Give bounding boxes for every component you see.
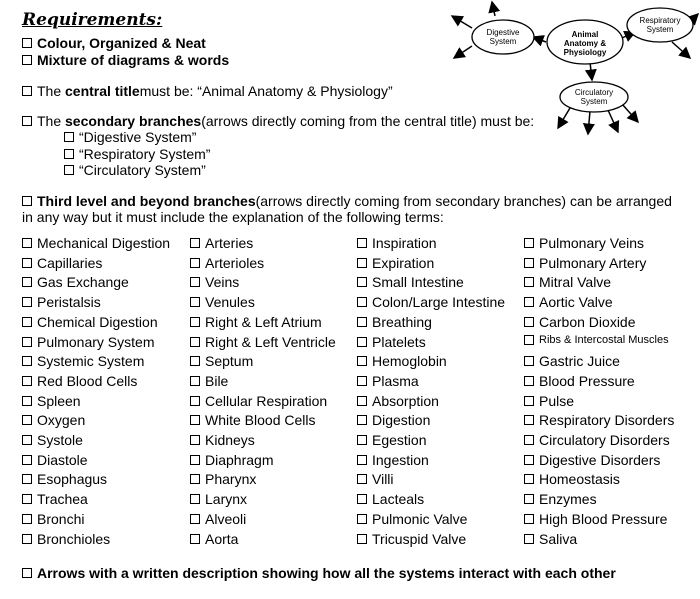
checkbox-icon[interactable] <box>190 317 200 327</box>
term-label: Pulmonary Veins <box>539 235 645 251</box>
checkbox-icon[interactable] <box>357 258 367 268</box>
term-item <box>524 334 669 346</box>
term-item <box>22 412 85 428</box>
term-label: Ribs & Intercostal Muscles <box>539 333 669 346</box>
term-label: Arteries <box>205 235 254 251</box>
term-item <box>524 412 674 428</box>
checkbox-icon[interactable] <box>22 474 32 484</box>
checkbox-icon[interactable] <box>190 396 200 406</box>
checkbox-icon[interactable] <box>190 376 200 386</box>
checkbox-icon[interactable] <box>524 534 534 544</box>
term-label: Venules <box>205 294 255 311</box>
checkbox-icon[interactable] <box>190 238 200 248</box>
term-label: Tricuspid Valve <box>372 530 467 547</box>
term-label: Bronchi <box>37 510 85 527</box>
checkbox-icon[interactable] <box>357 514 367 524</box>
checkbox-icon[interactable] <box>22 55 32 65</box>
checkbox-icon[interactable] <box>22 396 32 406</box>
term-item <box>190 353 253 369</box>
secondary-item <box>64 146 210 162</box>
term-label: Platelets <box>372 333 426 350</box>
checkbox-icon[interactable] <box>357 396 367 406</box>
checkbox-icon[interactable] <box>524 297 534 307</box>
term-label: Right & Left Ventricle <box>205 333 336 350</box>
checkbox-icon[interactable] <box>524 376 534 386</box>
term-label: Homeostasis <box>539 471 620 488</box>
checkbox-icon[interactable] <box>524 396 534 406</box>
term-label: Absorption <box>372 392 439 409</box>
term-item <box>357 294 505 310</box>
term-item <box>190 452 273 468</box>
secondary-item <box>64 162 206 178</box>
requirements-title: Requirements: <box>22 10 163 30</box>
term-item <box>190 274 239 290</box>
arrow-to-digestive <box>533 37 546 42</box>
term-label: Capillaries <box>37 254 103 271</box>
checkbox-icon[interactable] <box>524 514 534 524</box>
term-label: Mitral Valve <box>539 274 612 291</box>
term-item <box>190 393 327 409</box>
checkbox-icon[interactable] <box>357 376 367 386</box>
term-item <box>524 274 611 290</box>
checkbox-icon[interactable] <box>524 277 534 287</box>
secondary-item-label: “Respiratory System” <box>79 146 211 162</box>
term-item <box>524 294 613 310</box>
term-item <box>357 511 467 527</box>
checkbox-icon[interactable] <box>357 435 367 445</box>
term-item <box>22 511 84 527</box>
term-label: Villi <box>372 471 394 488</box>
term-label: Digestion <box>372 412 431 429</box>
secondary-item-label: “Digestive System” <box>79 129 197 145</box>
term-item <box>22 452 88 468</box>
term-label: High Blood Pressure <box>539 510 668 527</box>
term-label: Carbon Dioxide <box>539 313 636 330</box>
term-item <box>190 471 256 487</box>
term-item <box>357 353 447 369</box>
term-item <box>22 334 154 350</box>
checkbox-icon[interactable] <box>22 376 32 386</box>
checkbox-icon[interactable] <box>357 494 367 504</box>
term-label: Diaphragm <box>205 451 274 468</box>
term-item <box>524 531 577 547</box>
respiratory-label: Respiratory <box>639 16 681 25</box>
checkbox-icon[interactable] <box>357 455 367 465</box>
checkbox-icon[interactable] <box>22 356 32 366</box>
term-label: Blood Pressure <box>539 372 635 389</box>
term-label: Red Blood Cells <box>37 372 138 389</box>
mindmap-diagram <box>440 0 700 140</box>
term-item <box>22 491 88 507</box>
checkbox-icon[interactable] <box>22 455 32 465</box>
checkbox-icon[interactable] <box>524 238 534 248</box>
term-item <box>190 373 228 389</box>
term-item <box>524 255 646 271</box>
digestive-label: System <box>489 37 517 46</box>
term-item <box>22 314 158 330</box>
term-label: White Blood Cells <box>205 412 316 429</box>
term-item <box>524 491 597 507</box>
checkbox-icon[interactable] <box>524 356 534 366</box>
term-label: Cellular Respiration <box>205 392 328 409</box>
term-label: Systole <box>37 432 83 448</box>
term-label: Pulmonic Valve <box>372 510 468 527</box>
term-item <box>524 452 660 468</box>
checkbox-icon[interactable] <box>524 474 534 484</box>
checkbox-icon[interactable] <box>357 238 367 248</box>
term-item <box>22 471 107 487</box>
arrow-to-circulatory <box>590 62 592 80</box>
third-suffix: (arrows directly coming from secondary branches) can be arranged <box>255 193 672 209</box>
checkbox-icon[interactable] <box>22 534 32 544</box>
term-item <box>190 412 316 428</box>
center-label: Animal <box>571 30 599 39</box>
term-item <box>357 274 464 290</box>
term-item <box>190 235 253 251</box>
term-item <box>357 531 466 547</box>
req-colour-label: Colour, Organized & Neat <box>37 35 206 51</box>
req-mixture-label: Mixture of diagrams & words <box>37 52 230 68</box>
checkbox-icon[interactable] <box>357 317 367 327</box>
checkbox-icon[interactable] <box>22 337 32 347</box>
checkbox-icon[interactable] <box>22 277 32 287</box>
central-prefix: The <box>37 83 62 99</box>
term-item <box>190 491 247 507</box>
term-item <box>22 274 129 290</box>
circulatory-label: Circulatory <box>574 88 614 97</box>
circulatory-label: System <box>580 97 608 106</box>
term-label: Arterioles <box>205 254 265 271</box>
term-label: Esophagus <box>37 471 108 488</box>
checkbox-icon[interactable] <box>22 196 32 206</box>
checkbox-icon[interactable] <box>524 415 534 425</box>
term-label: Oxygen <box>37 412 86 429</box>
third-level-requirement <box>22 193 672 209</box>
term-label: Plasma <box>372 372 419 389</box>
checkbox-icon[interactable] <box>524 494 534 504</box>
term-item <box>357 314 432 330</box>
term-item <box>357 471 394 487</box>
term-label: Gas Exchange <box>37 274 129 291</box>
term-label: Digestive Disorders <box>539 451 661 468</box>
checkbox-icon[interactable] <box>357 277 367 287</box>
term-label: Systemic System <box>37 353 145 370</box>
secondary-bold: secondary branches <box>65 113 202 129</box>
term-item <box>22 373 137 389</box>
checkbox-icon[interactable] <box>190 297 200 307</box>
term-item <box>22 255 102 271</box>
term-label: Aorta <box>205 530 239 547</box>
term-label: Lacteals <box>372 491 425 508</box>
term-label: Bile <box>205 372 229 389</box>
checkbox-icon[interactable] <box>22 514 32 524</box>
checkbox-icon[interactable] <box>190 494 200 504</box>
term-item <box>524 432 670 448</box>
term-label: Pulmonary System <box>37 333 155 350</box>
term-label: Enzymes <box>539 491 597 508</box>
term-item <box>190 432 255 448</box>
respiratory-label: System <box>646 25 674 34</box>
checkbox-icon[interactable] <box>22 435 32 445</box>
term-label: Small Intestine <box>372 274 464 291</box>
term-label: Pulmonary Artery <box>539 254 647 271</box>
term-label: Kidneys <box>205 432 255 448</box>
term-item <box>190 255 264 271</box>
term-label: Respiratory Disorders <box>539 412 675 429</box>
checkbox-icon[interactable] <box>22 116 32 126</box>
term-label: Colon/Large Intestine <box>372 294 506 311</box>
term-label: Trachea <box>37 491 88 508</box>
checkbox-icon[interactable] <box>190 356 200 366</box>
secondary-suffix: (arrows directly coming from the central title) must be: <box>201 113 535 129</box>
term-item <box>357 393 439 409</box>
term-item <box>22 235 170 251</box>
term-item <box>190 334 336 350</box>
checkbox-icon[interactable] <box>524 335 534 345</box>
term-item <box>357 412 430 428</box>
checkbox-icon[interactable] <box>64 165 74 175</box>
checkbox-icon[interactable] <box>524 455 534 465</box>
checkbox-icon[interactable] <box>22 568 32 578</box>
req-mixture-item <box>22 52 229 68</box>
term-label: Saliva <box>539 530 578 547</box>
checkbox-icon[interactable] <box>357 297 367 307</box>
third-bold: Third level and beyond branches <box>37 193 256 209</box>
term-item <box>22 531 110 547</box>
arrows-requirement <box>22 565 616 581</box>
term-label: Bronchioles <box>37 530 111 547</box>
checkbox-icon[interactable] <box>190 474 200 484</box>
checkbox-icon[interactable] <box>190 277 200 287</box>
checkbox-icon[interactable] <box>22 494 32 504</box>
req-colour-item <box>22 35 206 51</box>
term-label: Inspiration <box>372 235 437 251</box>
third-line2-text: in any way but it must include the explanation of the following terms: <box>22 209 444 225</box>
arrows-requirement-label: Arrows with a written description showing how all the systems interact with each other <box>37 565 616 581</box>
checkbox-icon[interactable] <box>357 337 367 347</box>
term-item <box>524 511 667 527</box>
checkbox-icon[interactable] <box>524 317 534 327</box>
checkbox-icon[interactable] <box>64 132 74 142</box>
checkbox-icon[interactable] <box>357 534 367 544</box>
central-bold: central title <box>65 83 140 99</box>
checkbox-icon[interactable] <box>524 258 534 268</box>
checkbox-icon[interactable] <box>22 258 32 268</box>
checkbox-icon[interactable] <box>64 149 74 159</box>
checkbox-icon[interactable] <box>357 415 367 425</box>
term-label: Septum <box>205 353 254 370</box>
secondary-item <box>64 129 196 145</box>
term-label: Right & Left Atrium <box>205 313 322 330</box>
checkbox-icon[interactable] <box>22 415 32 425</box>
secondary-prefix: The <box>37 113 62 129</box>
central-suffix: must be: “Animal Anatomy & Physiology” <box>139 83 393 99</box>
term-item <box>22 432 83 448</box>
checkbox-icon[interactable] <box>524 435 534 445</box>
term-label: Expiration <box>372 254 435 271</box>
checkbox-icon[interactable] <box>22 297 32 307</box>
term-item <box>190 314 322 330</box>
checkbox-icon[interactable] <box>22 317 32 327</box>
checkbox-icon[interactable] <box>190 337 200 347</box>
secondary-item-label: “Circulatory System” <box>79 162 206 178</box>
term-item <box>357 255 434 271</box>
term-item <box>357 235 437 251</box>
checkbox-icon[interactable] <box>22 38 32 48</box>
center-label: Anatomy & <box>563 39 607 48</box>
term-label: Gastric Juice <box>539 353 620 370</box>
term-label: Chemical Digestion <box>37 313 158 330</box>
term-label: Spleen <box>37 392 81 409</box>
term-item <box>357 491 424 507</box>
term-item <box>357 334 426 350</box>
term-item <box>357 432 426 448</box>
term-label: Breathing <box>372 313 432 330</box>
checkbox-icon[interactable] <box>190 534 200 544</box>
term-label: Veins <box>205 274 240 291</box>
checkbox-icon[interactable] <box>190 415 200 425</box>
term-item <box>357 373 419 389</box>
checkbox-icon[interactable] <box>190 455 200 465</box>
center-label: Physiology <box>563 48 607 57</box>
term-item <box>22 393 81 409</box>
term-item <box>22 353 144 369</box>
term-item <box>190 294 255 310</box>
term-label: Peristalsis <box>37 294 101 311</box>
term-label: Mechanical Digestion <box>37 235 171 251</box>
term-item <box>357 452 429 468</box>
checkbox-icon[interactable] <box>22 86 32 96</box>
term-item <box>190 531 238 547</box>
term-label: Egestion <box>372 432 427 448</box>
term-label: Alveoli <box>205 510 247 527</box>
term-label: Hemoglobin <box>372 353 447 370</box>
term-label: Ingestion <box>372 451 429 468</box>
digestive-label: Digestive <box>486 28 520 37</box>
checkbox-icon[interactable] <box>22 238 32 248</box>
term-label: Larynx <box>205 491 248 508</box>
term-item <box>524 353 620 369</box>
central-title-requirement <box>22 83 393 99</box>
term-label: Circulatory Disorders <box>539 432 670 448</box>
term-item <box>524 471 620 487</box>
term-item <box>524 373 635 389</box>
term-label: Diastole <box>37 451 88 468</box>
third-level-line2 <box>22 209 444 225</box>
term-item <box>524 235 644 251</box>
term-label: Pharynx <box>205 471 257 488</box>
term-item <box>22 294 101 310</box>
checkbox-icon[interactable] <box>190 258 200 268</box>
checkbox-icon[interactable] <box>190 435 200 445</box>
term-label: Pulse <box>539 392 575 409</box>
term-item <box>524 314 636 330</box>
checkbox-icon[interactable] <box>190 514 200 524</box>
term-item <box>524 393 574 409</box>
checkbox-icon[interactable] <box>357 356 367 366</box>
checkbox-icon[interactable] <box>357 474 367 484</box>
term-item <box>190 511 246 527</box>
term-label: Aortic Valve <box>539 294 613 311</box>
